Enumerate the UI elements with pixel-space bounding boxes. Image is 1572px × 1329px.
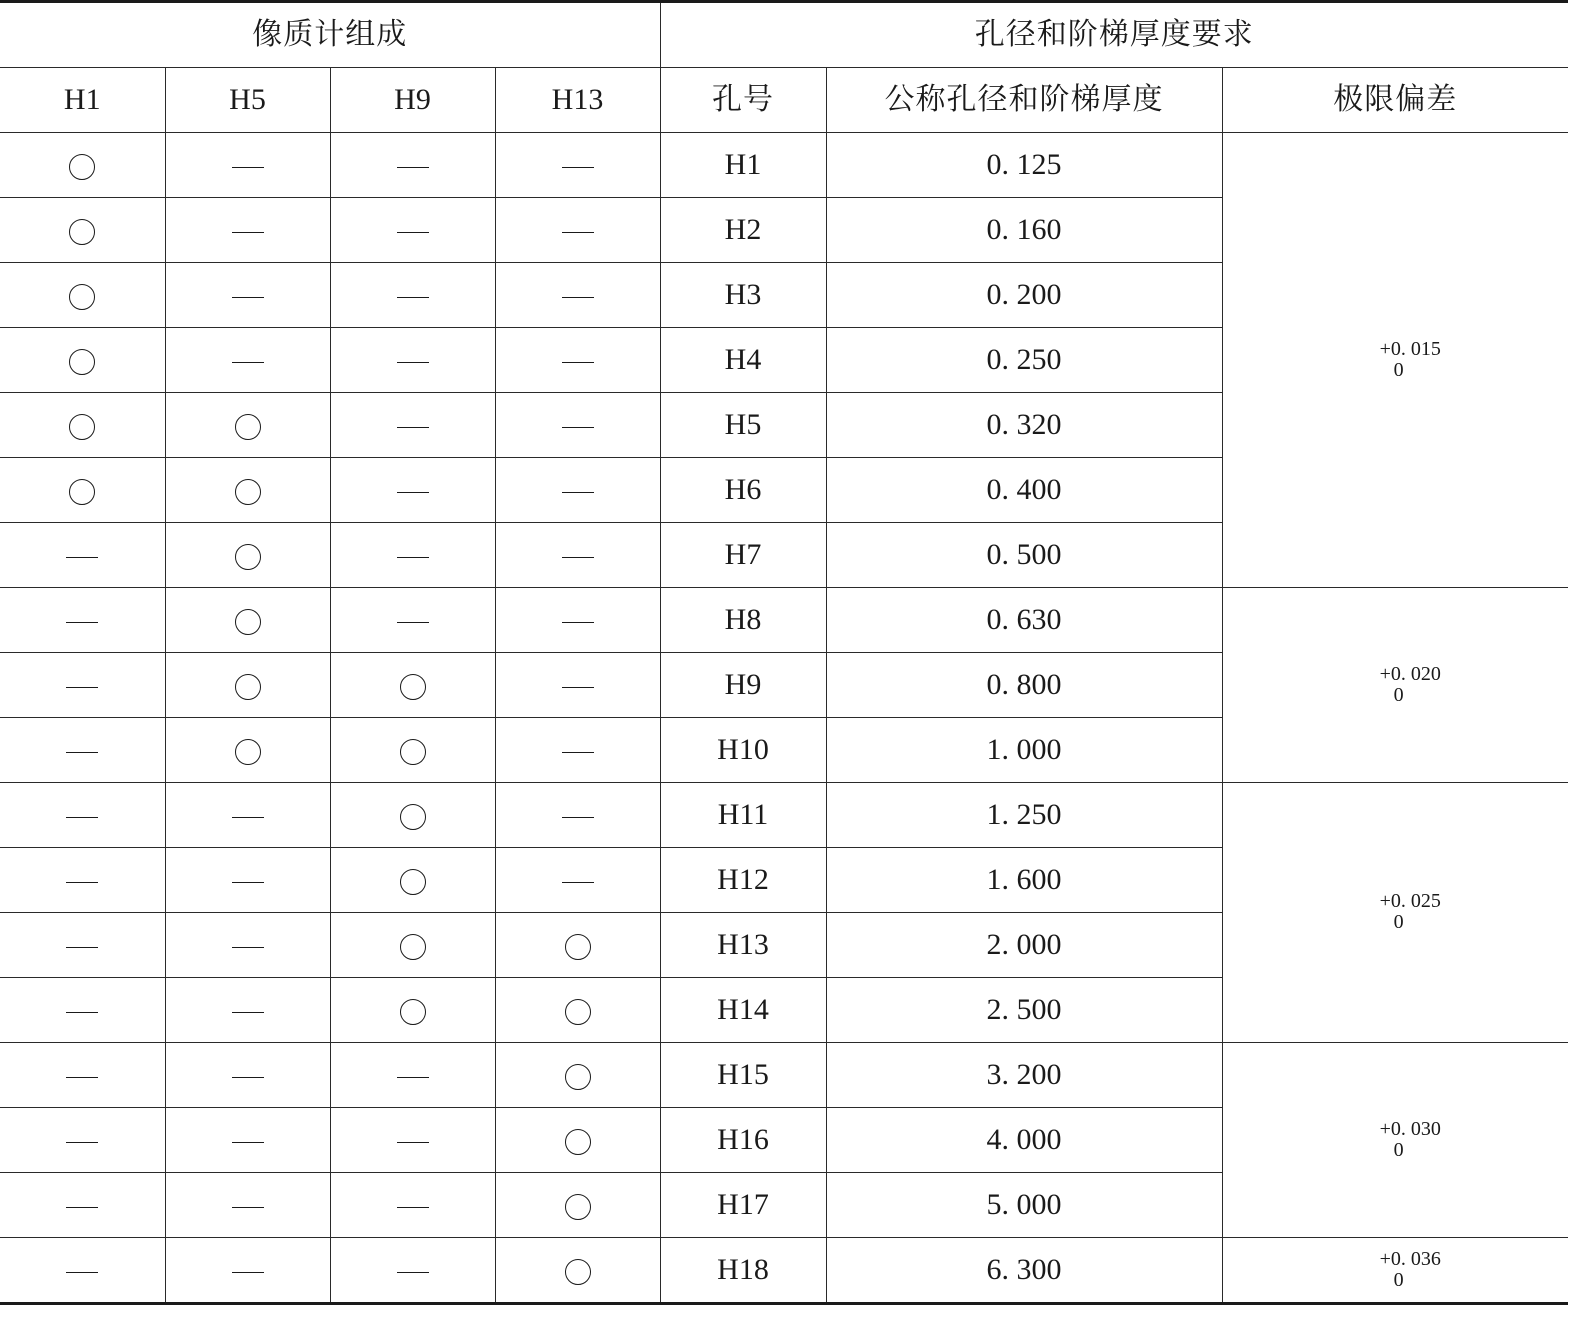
cell-nominal-size: 0. 320 — [826, 393, 1222, 458]
dash-mark-icon — [562, 232, 594, 233]
cell-h1 — [0, 783, 165, 848]
cell-h9 — [330, 263, 495, 328]
cell-nominal-size: 5. 000 — [826, 1173, 1222, 1238]
circle-mark-icon — [69, 414, 95, 440]
cell-hole-number: H6 — [660, 458, 826, 523]
cell-h1 — [0, 198, 165, 263]
cell-h9 — [330, 393, 495, 458]
dash-mark-icon — [397, 622, 429, 623]
cell-hole-number: H2 — [660, 198, 826, 263]
tolerance-value — [1380, 1119, 1441, 1161]
tolerance-lower: 0 — [1393, 1138, 1404, 1161]
cell-h1 — [0, 588, 165, 653]
dash-mark-icon — [562, 362, 594, 363]
cell-hole-number: H8 — [660, 588, 826, 653]
cell-h5 — [165, 1238, 330, 1304]
cell-tolerance — [1222, 1043, 1568, 1238]
circle-mark-icon — [69, 479, 95, 505]
header-row-columns — [0, 68, 1568, 133]
dash-mark-icon — [232, 882, 264, 883]
header-group-requirements: 孔径和阶梯厚度要求 — [660, 2, 1568, 68]
cell-hole-number: H9 — [660, 653, 826, 718]
cell-h13 — [495, 523, 660, 588]
cell-tolerance — [1222, 133, 1568, 588]
cell-h13 — [495, 133, 660, 198]
cell-h13 — [495, 458, 660, 523]
cell-h5 — [165, 848, 330, 913]
dash-mark-icon — [562, 752, 594, 753]
dash-mark-icon — [562, 817, 594, 818]
cell-nominal-size: 2. 500 — [826, 978, 1222, 1043]
column-header-tolerance: 极限偏差 — [1222, 68, 1568, 133]
table-row — [0, 783, 1568, 848]
cell-hole-number: H17 — [660, 1173, 826, 1238]
circle-mark-icon — [565, 934, 591, 960]
tolerance-lower: 0 — [1393, 683, 1404, 706]
cell-h13 — [495, 1173, 660, 1238]
tolerance-lower: 0 — [1393, 1268, 1404, 1291]
cell-nominal-size: 4. 000 — [826, 1108, 1222, 1173]
cell-nominal-size: 0. 125 — [826, 133, 1222, 198]
dash-mark-icon — [66, 752, 98, 753]
dash-mark-icon — [66, 882, 98, 883]
circle-mark-icon — [235, 609, 261, 635]
column-header-h1: H1 — [0, 68, 165, 133]
cell-h9 — [330, 718, 495, 783]
table-body — [0, 133, 1568, 1304]
header-row-groups — [0, 2, 1568, 68]
circle-mark-icon — [400, 804, 426, 830]
cell-h1 — [0, 913, 165, 978]
dash-mark-icon — [397, 297, 429, 298]
cell-h1 — [0, 653, 165, 718]
cell-h5 — [165, 523, 330, 588]
dash-mark-icon — [562, 297, 594, 298]
cell-h9 — [330, 328, 495, 393]
cell-h13 — [495, 1108, 660, 1173]
cell-h9 — [330, 978, 495, 1043]
dash-mark-icon — [232, 947, 264, 948]
cell-tolerance — [1222, 783, 1568, 1043]
cell-nominal-size: 0. 400 — [826, 458, 1222, 523]
cell-h13 — [495, 913, 660, 978]
cell-h9 — [330, 913, 495, 978]
dash-mark-icon — [562, 557, 594, 558]
dash-mark-icon — [232, 362, 264, 363]
circle-mark-icon — [565, 1194, 591, 1220]
cell-h9 — [330, 588, 495, 653]
column-header-h13: H13 — [495, 68, 660, 133]
circle-mark-icon — [235, 674, 261, 700]
cell-h1 — [0, 1173, 165, 1238]
dash-mark-icon — [66, 947, 98, 948]
dash-mark-icon — [562, 427, 594, 428]
cell-h9 — [330, 198, 495, 263]
tolerance-lower: 0 — [1393, 911, 1404, 933]
cell-h13 — [495, 978, 660, 1043]
cell-h5 — [165, 1108, 330, 1173]
cell-h13 — [495, 588, 660, 653]
dash-mark-icon — [66, 817, 98, 818]
cell-nominal-size: 1. 250 — [826, 783, 1222, 848]
cell-hole-number: H15 — [660, 1043, 826, 1108]
circle-mark-icon — [565, 1129, 591, 1155]
cell-nominal-size: 0. 630 — [826, 588, 1222, 653]
cell-h5 — [165, 328, 330, 393]
cell-nominal-size: 0. 250 — [826, 328, 1222, 393]
tolerance-upper: +0. 030 — [1379, 1117, 1441, 1140]
cell-h1 — [0, 393, 165, 458]
cell-h13 — [495, 1043, 660, 1108]
cell-h1 — [0, 1043, 165, 1108]
cell-h13 — [495, 263, 660, 328]
cell-h1 — [0, 263, 165, 328]
cell-h9 — [330, 1238, 495, 1304]
circle-mark-icon — [400, 674, 426, 700]
cell-h9 — [330, 1173, 495, 1238]
circle-mark-icon — [400, 934, 426, 960]
cell-h5 — [165, 978, 330, 1043]
cell-hole-number: H16 — [660, 1108, 826, 1173]
dash-mark-icon — [232, 1077, 264, 1078]
dash-mark-icon — [232, 1012, 264, 1013]
circle-mark-icon — [400, 739, 426, 765]
cell-h5 — [165, 653, 330, 718]
cell-h9 — [330, 523, 495, 588]
dash-mark-icon — [66, 687, 98, 688]
cell-h5 — [165, 913, 330, 978]
tolerance-lower: 0 — [1393, 358, 1404, 381]
dash-mark-icon — [66, 622, 98, 623]
circle-mark-icon — [565, 1064, 591, 1090]
cell-h1 — [0, 978, 165, 1043]
tolerance-value — [1380, 339, 1441, 381]
dash-mark-icon — [232, 1272, 264, 1273]
cell-hole-number: H7 — [660, 523, 826, 588]
cell-h9 — [330, 1043, 495, 1108]
cell-h13 — [495, 653, 660, 718]
cell-h5 — [165, 198, 330, 263]
tolerance-upper: +0. 036 — [1379, 1247, 1441, 1270]
dash-mark-icon — [66, 1012, 98, 1013]
column-header-hole-number: 孔号 — [660, 68, 826, 133]
cell-h1 — [0, 848, 165, 913]
tolerance-value — [1380, 1249, 1441, 1291]
cell-hole-number: H12 — [660, 848, 826, 913]
cell-nominal-size: 0. 800 — [826, 653, 1222, 718]
circle-mark-icon — [235, 739, 261, 765]
tolerance-upper: +0. 015 — [1379, 337, 1441, 360]
circle-mark-icon — [565, 1259, 591, 1285]
header-group-composition: 像质计组成 — [0, 2, 660, 68]
circle-mark-icon — [69, 154, 95, 180]
cell-nominal-size: 1. 600 — [826, 848, 1222, 913]
table-header — [0, 2, 1568, 133]
cell-h5 — [165, 393, 330, 458]
cell-h5 — [165, 1173, 330, 1238]
dash-mark-icon — [232, 1207, 264, 1208]
cell-nominal-size: 2. 000 — [826, 913, 1222, 978]
dash-mark-icon — [66, 1272, 98, 1273]
cell-h5 — [165, 458, 330, 523]
cell-h5 — [165, 263, 330, 328]
cell-h1 — [0, 133, 165, 198]
cell-h9 — [330, 848, 495, 913]
cell-hole-number: H4 — [660, 328, 826, 393]
cell-nominal-size: 1. 000 — [826, 718, 1222, 783]
dash-mark-icon — [232, 167, 264, 168]
table-row — [0, 1043, 1568, 1108]
cell-hole-number: H3 — [660, 263, 826, 328]
dash-mark-icon — [232, 232, 264, 233]
dash-mark-icon — [66, 1142, 98, 1143]
circle-mark-icon — [235, 414, 261, 440]
cell-h1 — [0, 1238, 165, 1304]
cell-tolerance — [1222, 588, 1568, 783]
cell-h1 — [0, 458, 165, 523]
dash-mark-icon — [397, 1142, 429, 1143]
dash-mark-icon — [232, 1142, 264, 1143]
dash-mark-icon — [562, 622, 594, 623]
dash-mark-icon — [397, 492, 429, 493]
dash-mark-icon — [397, 362, 429, 363]
cell-h9 — [330, 1108, 495, 1173]
circle-mark-icon — [400, 999, 426, 1025]
cell-h13 — [495, 783, 660, 848]
column-header-h9: H9 — [330, 68, 495, 133]
dash-mark-icon — [562, 492, 594, 493]
tolerance-upper: +0. 025 — [1379, 890, 1441, 912]
dash-mark-icon — [397, 1272, 429, 1273]
dash-mark-icon — [66, 1077, 98, 1078]
cell-h1 — [0, 1108, 165, 1173]
table-row — [0, 1238, 1568, 1304]
cell-h5 — [165, 718, 330, 783]
tolerance-value — [1380, 891, 1441, 933]
cell-h13 — [495, 393, 660, 458]
cell-h13 — [495, 328, 660, 393]
cell-h9 — [330, 458, 495, 523]
cell-hole-number: H18 — [660, 1238, 826, 1304]
dash-mark-icon — [562, 687, 594, 688]
circle-mark-icon — [69, 219, 95, 245]
cell-h13 — [495, 718, 660, 783]
cell-hole-number: H10 — [660, 718, 826, 783]
cell-nominal-size: 0. 200 — [826, 263, 1222, 328]
dash-mark-icon — [397, 1207, 429, 1208]
dash-mark-icon — [562, 882, 594, 883]
cell-nominal-size: 0. 160 — [826, 198, 1222, 263]
cell-nominal-size: 0. 500 — [826, 523, 1222, 588]
table-row — [0, 588, 1568, 653]
cell-nominal-size: 6. 300 — [826, 1238, 1222, 1304]
dash-mark-icon — [397, 167, 429, 168]
dash-mark-icon — [66, 1207, 98, 1208]
cell-h9 — [330, 783, 495, 848]
cell-hole-number: H11 — [660, 783, 826, 848]
dash-mark-icon — [562, 167, 594, 168]
dash-mark-icon — [397, 1077, 429, 1078]
cell-hole-number: H1 — [660, 133, 826, 198]
cell-tolerance — [1222, 1238, 1568, 1304]
cell-h1 — [0, 718, 165, 783]
tolerance-value — [1380, 664, 1441, 706]
cell-nominal-size: 3. 200 — [826, 1043, 1222, 1108]
cell-h5 — [165, 133, 330, 198]
dash-mark-icon — [397, 232, 429, 233]
dash-mark-icon — [232, 297, 264, 298]
cell-hole-number: H5 — [660, 393, 826, 458]
cell-h5 — [165, 588, 330, 653]
cell-h13 — [495, 198, 660, 263]
cell-hole-number: H14 — [660, 978, 826, 1043]
cell-h1 — [0, 523, 165, 588]
cell-h1 — [0, 328, 165, 393]
circle-mark-icon — [565, 999, 591, 1025]
dash-mark-icon — [232, 817, 264, 818]
cell-h5 — [165, 1043, 330, 1108]
circle-mark-icon — [235, 544, 261, 570]
dash-mark-icon — [397, 557, 429, 558]
circle-mark-icon — [69, 349, 95, 375]
circle-mark-icon — [400, 869, 426, 895]
table-row — [0, 133, 1568, 198]
cell-hole-number: H13 — [660, 913, 826, 978]
column-header-nominal-size: 公称孔径和阶梯厚度 — [826, 68, 1222, 133]
column-header-h5: H5 — [165, 68, 330, 133]
cell-h9 — [330, 653, 495, 718]
circle-mark-icon — [235, 479, 261, 505]
circle-mark-icon — [69, 284, 95, 310]
dash-mark-icon — [66, 557, 98, 558]
cell-h13 — [495, 848, 660, 913]
dash-mark-icon — [397, 427, 429, 428]
cell-h5 — [165, 783, 330, 848]
tolerance-upper: +0. 020 — [1379, 662, 1441, 685]
cell-h9 — [330, 133, 495, 198]
cell-h13 — [495, 1238, 660, 1304]
